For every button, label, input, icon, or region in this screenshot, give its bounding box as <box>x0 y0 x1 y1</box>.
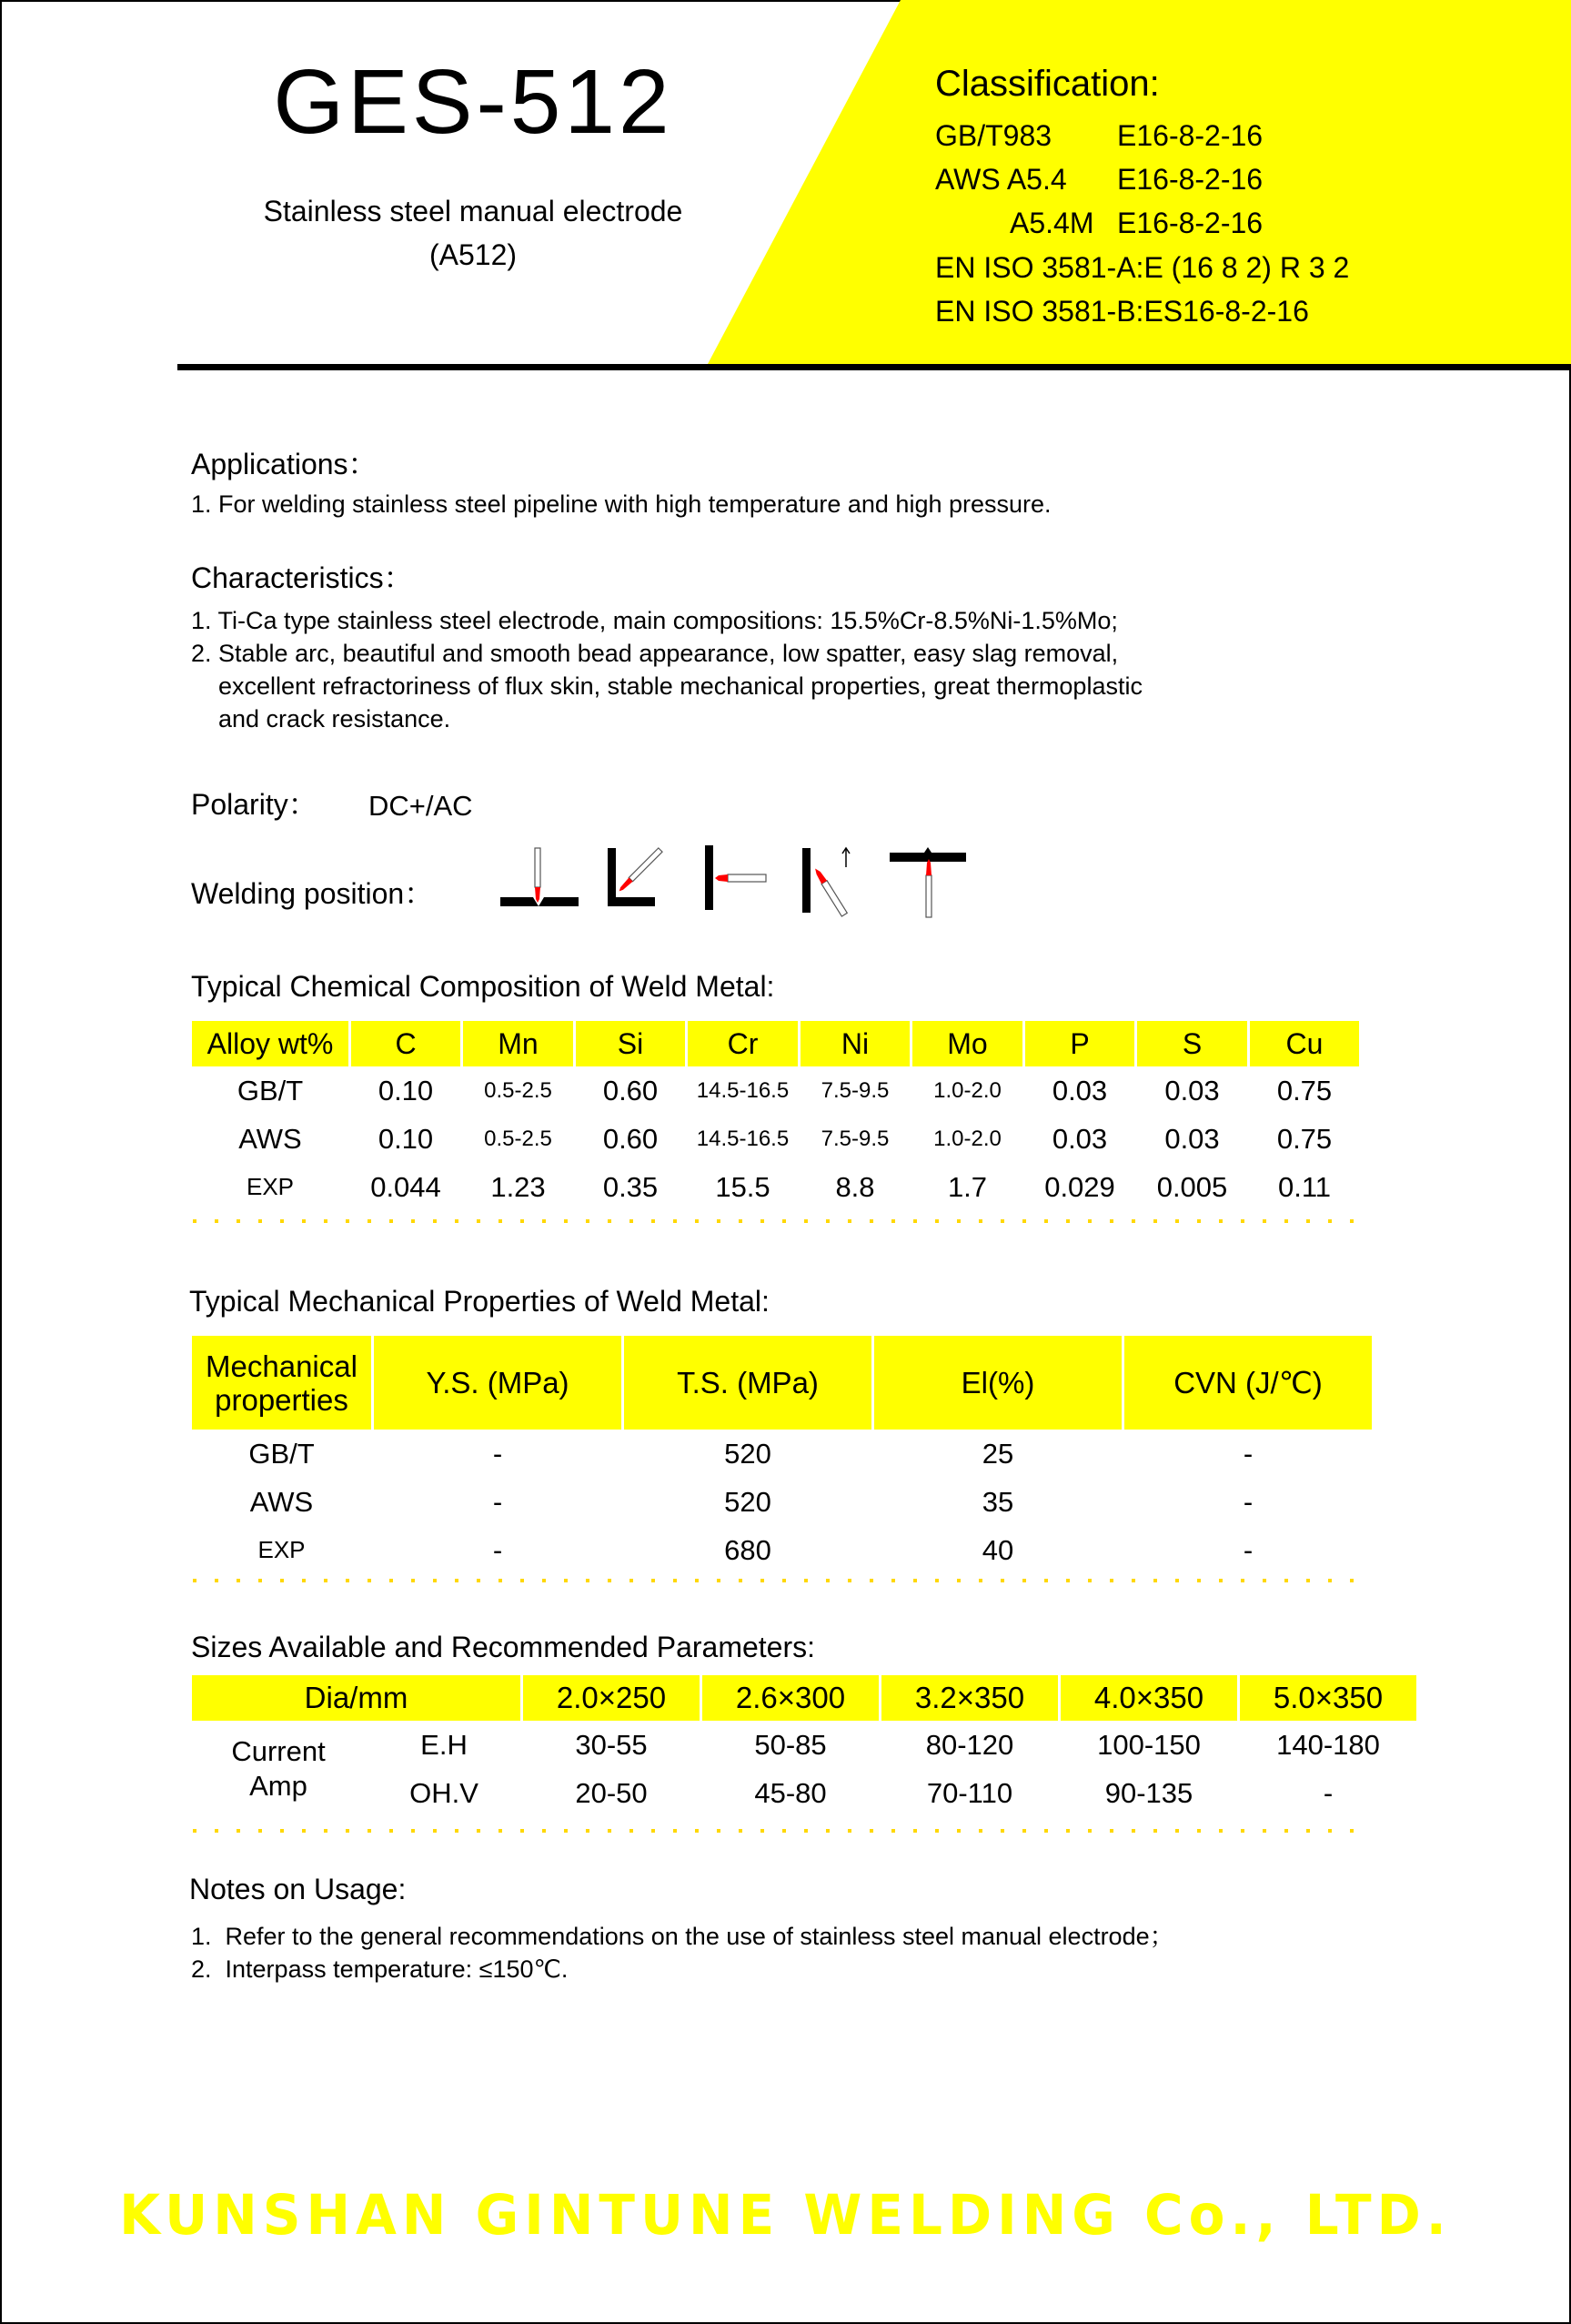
dia-header: Dia/mm <box>192 1675 520 1721</box>
table-cell: 40 <box>982 1533 1014 1566</box>
table-cell: 0.75 <box>1276 1122 1333 1155</box>
table-cell: 80-120 <box>925 1728 1014 1761</box>
table-cell: 0.5-2.5 <box>484 1126 552 1151</box>
column-header: C <box>351 1021 460 1066</box>
characteristic-line: excellent refractoriness of flux skin, stable mechanical properties, great thermoplastic <box>218 672 1143 700</box>
table-cell: - <box>492 1533 503 1566</box>
mechanical-header-row <box>192 1336 1372 1430</box>
table-cell: 0.03 <box>1164 1074 1220 1106</box>
table-row <box>192 1478 1372 1526</box>
position-label: E.H <box>420 1728 468 1761</box>
row-label: EXP <box>257 1536 306 1563</box>
table-cell: - <box>492 1437 503 1470</box>
header-divider <box>177 364 1571 370</box>
note-item: 1. Refer to the general recommendations on the use of stainless steel manual electrode； <box>191 1923 1174 1950</box>
row-label: AWS <box>249 1485 314 1518</box>
characteristic-line: 2. Stable arc, beautiful and smooth bead appearance, low spatter, easy slag removal, <box>191 640 1119 667</box>
table-cell: 140-180 <box>1276 1728 1380 1761</box>
size-header: 3.2×350 <box>881 1675 1058 1721</box>
table-cell: - <box>1243 1485 1254 1518</box>
size-header: 4.0×350 <box>1061 1675 1237 1721</box>
table-cell: 0.10 <box>378 1122 434 1155</box>
dotted-divider <box>193 1219 1366 1223</box>
column-header: CVN (J/℃) <box>1124 1336 1372 1430</box>
polarity-label: Polarity： <box>191 788 317 821</box>
row-label: EXP <box>246 1173 295 1200</box>
table-cell: 15.5 <box>715 1170 770 1203</box>
classification-grade: E16-8-2-16 <box>1117 207 1264 239</box>
table-cell: 0.029 <box>1044 1170 1115 1203</box>
table-cell: 680 <box>724 1533 771 1566</box>
table-cell: 70-110 <box>926 1776 1013 1809</box>
table-cell: 45-80 <box>754 1776 827 1809</box>
size-header: 5.0×350 <box>1240 1675 1416 1721</box>
row-label: GB/T <box>237 1074 304 1106</box>
table-cell: 0.35 <box>602 1170 659 1203</box>
mechanical-title: Typical Mechanical Properties of Weld Metal: <box>189 1285 770 1318</box>
row-label: GB/T <box>248 1437 315 1470</box>
table-row <box>192 1163 1359 1211</box>
table-row <box>192 1769 1416 1817</box>
dotted-divider <box>193 1829 1366 1833</box>
table-cell: 0.10 <box>378 1074 434 1106</box>
table-cell: 35 <box>982 1485 1014 1518</box>
table-row <box>192 1430 1372 1478</box>
applications-title: Applications： <box>191 448 378 480</box>
table-cell: 0.03 <box>1052 1122 1108 1155</box>
table-cell: 90-135 <box>1104 1776 1193 1809</box>
table-row <box>192 1721 1416 1769</box>
table-cell: 30-55 <box>575 1728 648 1761</box>
welding-position-icons <box>491 837 982 928</box>
characteristic-line: 1. Ti-Ca type stainless steel electrode, main compositions: 15.5%Cr-8.5%Ni-1.5%Mo; <box>191 607 1118 634</box>
table-cell: 14.5-16.5 <box>696 1126 790 1151</box>
table-cell: 0.005 <box>1156 1170 1228 1203</box>
horizontal-position-icon <box>705 845 766 910</box>
table-cell: 20-50 <box>575 1776 648 1809</box>
table-cell: 0.60 <box>602 1122 659 1155</box>
size-header: 2.0×250 <box>523 1675 700 1721</box>
chemical-title: Typical Chemical Composition of Weld Metal: <box>191 970 775 1003</box>
table-cell: 0.60 <box>602 1074 659 1106</box>
characteristic-line: and crack resistance. <box>218 705 451 733</box>
table-cell: 0.03 <box>1052 1074 1108 1106</box>
sizes-title: Sizes Available and Recommended Parameters: <box>191 1631 815 1663</box>
application-item: 1. For welding stainless steel pipeline with high temperature and high pressure. <box>191 490 1052 518</box>
column-header: Cr <box>688 1021 798 1066</box>
column-header: Ni <box>801 1021 910 1066</box>
classification-row <box>935 157 1263 201</box>
sizes-header-row <box>192 1675 1416 1721</box>
current-label: Current <box>231 1735 326 1767</box>
classification-row: EN ISO 3581-B:ES16-8-2-16 <box>935 295 1309 328</box>
table-cell: 7.5-9.5 <box>821 1077 890 1103</box>
column-header: Y.S. (MPa) <box>374 1336 621 1430</box>
table-cell: - <box>1243 1437 1254 1470</box>
table-cell: 1.0-2.0 <box>933 1126 1002 1151</box>
table-row <box>192 1526 1372 1574</box>
table-cell: 1.23 <box>490 1170 546 1203</box>
table-cell: 0.5-2.5 <box>484 1077 552 1103</box>
column-header: Alloy wt% <box>192 1021 348 1066</box>
table-cell: 14.5-16.5 <box>696 1077 790 1103</box>
sizes-parameters-table <box>189 1675 1419 1817</box>
table-cell: 7.5-9.5 <box>821 1126 890 1151</box>
chemical-header-row <box>192 1021 1359 1066</box>
product-subtitle <box>209 189 737 277</box>
subtitle-line-1: Stainless steel manual electrode <box>263 195 683 227</box>
table-cell: 0.11 <box>1277 1170 1332 1203</box>
subtitle-line-2: (A512) <box>428 238 518 271</box>
table-cell: 100-150 <box>1097 1728 1201 1761</box>
column-header: Mechanical properties <box>192 1336 371 1430</box>
table-cell: 1.7 <box>947 1170 988 1203</box>
table-cell: 1.0-2.0 <box>933 1077 1002 1103</box>
classification-standard: GB/T983 <box>935 119 1052 152</box>
classification-row <box>935 201 1263 245</box>
column-header: Si <box>576 1021 685 1066</box>
table-cell: 25 <box>982 1437 1014 1470</box>
column-header: Cu <box>1250 1021 1359 1066</box>
polarity-value: DC+/AC <box>368 790 473 822</box>
classification-grade: E16-8-2-16 <box>1117 119 1264 152</box>
table-cell: 520 <box>724 1485 771 1518</box>
company-name: KUNSHAN GINTUNE WELDING Co., LTD. <box>119 2182 1452 2248</box>
classification-row: EN ISO 3581-A:E (16 8 2) R 3 2 <box>935 251 1350 284</box>
classification-grade: E16-8-2-16 <box>1117 163 1264 196</box>
mechanical-properties-table <box>189 1336 1375 1574</box>
table-cell: 0.03 <box>1164 1122 1220 1155</box>
notes-title: Notes on Usage: <box>189 1873 407 1905</box>
size-header: 2.6×300 <box>702 1675 879 1721</box>
table-cell: 0.044 <box>370 1170 441 1203</box>
product-code: GES-512 <box>273 51 673 153</box>
vertical-up-icon <box>802 848 850 916</box>
note-item: 2. Interpass temperature: ≤150℃. <box>191 1955 569 1983</box>
classification-standard: A5.4M <box>1010 207 1094 239</box>
column-header: Mo <box>912 1021 1022 1066</box>
column-header: Mn <box>463 1021 573 1066</box>
amp-label: Amp <box>249 1770 307 1802</box>
column-header: T.S. (MPa) <box>624 1336 871 1430</box>
table-cell: - <box>1323 1776 1334 1809</box>
classification-row <box>935 114 1263 157</box>
table-row <box>192 1066 1359 1115</box>
table-cell: 0.75 <box>1276 1074 1333 1106</box>
current-amp-label <box>192 1721 365 1817</box>
dotted-divider <box>193 1579 1366 1582</box>
row-label: AWS <box>238 1122 302 1155</box>
table-cell: - <box>1243 1533 1254 1566</box>
classification-standard: AWS A5.4 <box>935 163 1067 196</box>
column-header: S <box>1137 1021 1247 1066</box>
horizontal-fillet-icon <box>608 848 662 906</box>
column-header: P <box>1025 1021 1134 1066</box>
table-cell: 520 <box>724 1437 771 1470</box>
table-cell: 50-85 <box>754 1728 827 1761</box>
welding-position-label: Welding position： <box>191 877 434 910</box>
position-label: OH.V <box>409 1776 478 1809</box>
table-row <box>192 1115 1359 1163</box>
column-header: El(%) <box>874 1336 1122 1430</box>
characteristics-title: Characteristics： <box>191 561 413 594</box>
overhead-position-icon <box>890 847 966 917</box>
chemical-composition-table <box>189 1021 1362 1211</box>
classification-title: Classification: <box>935 64 1160 104</box>
table-cell: - <box>492 1485 503 1518</box>
table-cell: 8.8 <box>835 1170 875 1203</box>
flat-position-icon <box>500 848 579 906</box>
